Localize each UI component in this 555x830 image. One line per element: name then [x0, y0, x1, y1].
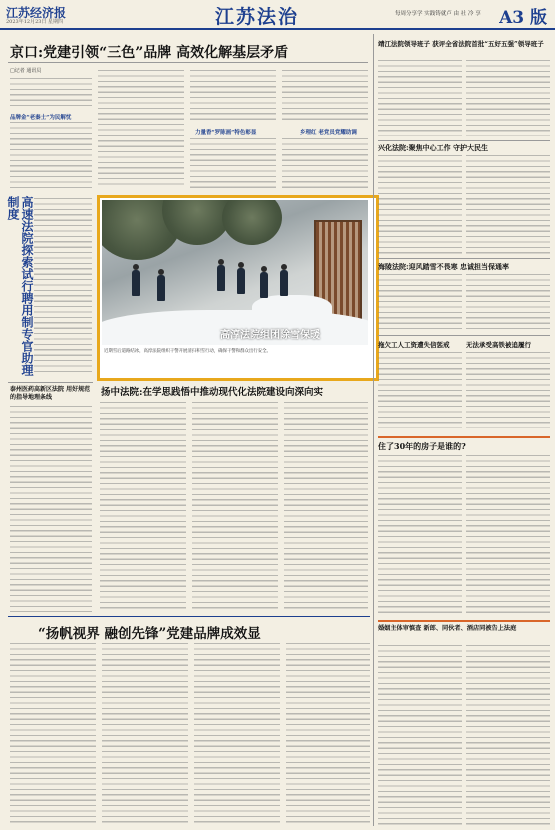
- vertical-headline: 高速法院探索试行聘用制专官助理制度: [6, 196, 34, 376]
- lead-column-3a: [190, 70, 276, 120]
- wedding-headline: 婚姻主体审慎查 新郎、同伙者、酒店同被告上法庭: [378, 625, 517, 632]
- lead-column-4b: [282, 138, 368, 188]
- lead-column-1a: [10, 78, 92, 110]
- bottom-column-1: [10, 643, 96, 825]
- hailing-column-2: [466, 274, 550, 330]
- wage-arrears-headline: 拖欠工人工资遭失信惩戒: [378, 341, 450, 349]
- yangzhong-column-2: [192, 402, 278, 610]
- bottom-column-4: [286, 643, 370, 825]
- xinghua-column-1: [378, 155, 462, 255]
- house-column-1: [378, 455, 462, 615]
- lead-column-3b: [190, 138, 276, 188]
- jingjiang-column-2: [466, 60, 550, 136]
- rule: [8, 62, 368, 63]
- accent-rule: [378, 620, 550, 622]
- high-speed-rail-headline: 无法承受高铁被追履行: [466, 341, 531, 349]
- snow-clearing-photo: [102, 200, 368, 345]
- photo-caption: 近期雪后道路结冰，高淳法院组织干警开展清扫积雪行动，确保干警和群众出行安全。: [104, 349, 271, 354]
- bottom-column-3: [194, 643, 280, 825]
- lead-headline: 京口:党建引领“三色”品牌 高效化解基层矛盾: [10, 45, 289, 61]
- lead-byline: □记者 通讯员: [10, 68, 42, 74]
- rule: [378, 140, 550, 141]
- yangzhong-column-1: [100, 402, 186, 610]
- jingjiang-column-1: [378, 60, 462, 136]
- wage-arrears-body: [378, 352, 462, 428]
- hailing-headline: 海陵法院:迎风踏雪不畏寒 忠诚担当保通率: [378, 262, 510, 271]
- house-column-2: [466, 455, 550, 615]
- taizhou-headline: 泰州医药高新区法院 用好规范的指导地理条线: [10, 386, 91, 401]
- rule: [8, 382, 93, 383]
- lead-subhead-2: 力量香“罗陈画”特色彰显: [195, 130, 257, 136]
- page-number: A3 版: [499, 8, 547, 28]
- xinghua-headline: 兴化法院:聚焦中心工作 守护大民生: [378, 143, 489, 152]
- rule: [378, 335, 550, 336]
- accent-rule: [378, 436, 550, 438]
- lead-subhead-3: 乡理红 老党员党耀助调: [300, 130, 357, 136]
- yangzhong-headline: 扬中法院:在学思践悟中推动现代化法院建设向深向实: [101, 387, 324, 398]
- rule: [378, 258, 550, 259]
- lead-column-4a: [282, 70, 368, 120]
- lead-subhead-1: 品牌金“老秦土”为民解忧: [10, 115, 72, 121]
- newspaper-brand: 江苏经济报: [6, 6, 67, 20]
- xinghua-column-2: [466, 155, 550, 255]
- bottom-column-2: [102, 643, 188, 825]
- rule: [8, 616, 370, 617]
- masthead-slogan: 每周分享学 实践铸就卢 由 社 冷 享: [395, 11, 481, 17]
- jingjiang-headline: 靖江法院领导班子 获评全省法院首批“五好五强”领导班子: [378, 40, 544, 48]
- wedding-column-2: [466, 645, 550, 825]
- dateline: 2023年12月23日 星期四: [6, 19, 64, 25]
- lead-column-1b: [10, 122, 92, 190]
- vertical-article-body: [34, 198, 92, 376]
- high-speed-rail-body: [466, 352, 550, 428]
- hailing-column-1: [378, 274, 462, 330]
- section-title: 江苏法治: [215, 6, 300, 28]
- column-divider: [373, 34, 374, 826]
- photo-overlay-title: 高淳法院组团除雪保暖: [220, 330, 320, 341]
- house-headline: 住了30年的房子是谁的?: [378, 441, 466, 451]
- yangzhong-column-3: [284, 402, 368, 610]
- wedding-column-1: [378, 645, 462, 825]
- lead-column-2: [98, 70, 184, 188]
- bottom-headline: “扬帆视界 融创先锋”党建品牌成效显: [38, 626, 261, 642]
- taizhou-article-body: [10, 406, 92, 612]
